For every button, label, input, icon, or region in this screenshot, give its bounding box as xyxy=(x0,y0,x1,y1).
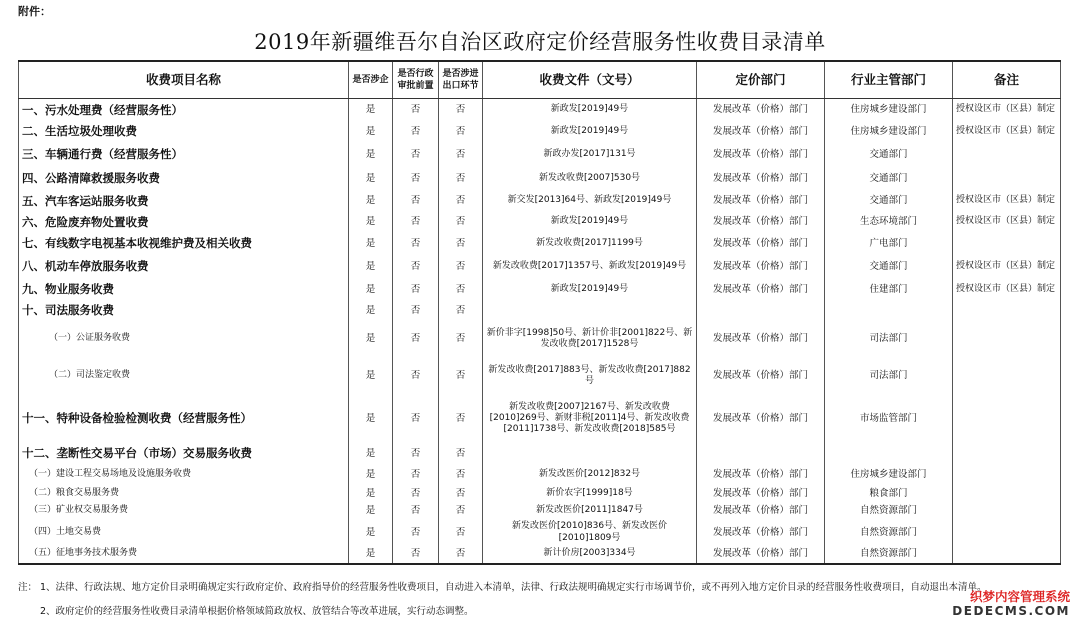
cell-approval: 否 xyxy=(393,358,439,395)
cell-document: 新政发[2019]49号 xyxy=(483,121,697,143)
notes-label: 注： xyxy=(18,582,38,593)
cell-import-export: 否 xyxy=(439,395,483,443)
cell-document: 新政发[2019]49号 xyxy=(483,279,697,301)
cell-document: 新政发[2019]49号 xyxy=(483,212,697,233)
cell-involves: 是 xyxy=(349,465,393,486)
footnote-1 xyxy=(18,576,1068,600)
cell-industry-dept: 住房城乡建设部门 xyxy=(825,465,953,486)
cell-document: 新政发[2019]49号 xyxy=(483,99,697,121)
cell-document: 新政办发[2017]131号 xyxy=(483,143,697,167)
cell-import-export: 否 xyxy=(439,546,483,564)
cell-import-export: 否 xyxy=(439,321,483,358)
cell-remarks xyxy=(953,233,1061,255)
cell-pricing-dept: 发展改革（价格）部门 xyxy=(697,99,825,121)
cell-pricing-dept: 发展改革（价格）部门 xyxy=(697,121,825,143)
cell-document: 新发改收费[2017]1357号、新政发[2019]49号 xyxy=(483,255,697,279)
cell-import-export: 否 xyxy=(439,99,483,121)
cell-pricing-dept: 发展改革（价格）部门 xyxy=(697,143,825,167)
cell-import-export: 否 xyxy=(439,301,483,321)
footnote-2 xyxy=(18,600,1068,624)
cell-pricing-dept: 发展改革（价格）部门 xyxy=(697,358,825,395)
cell-industry-dept: 住建部门 xyxy=(825,279,953,301)
cell-approval: 否 xyxy=(393,443,439,465)
cell-document xyxy=(483,443,697,465)
table-row xyxy=(19,321,1061,358)
cell-remarks xyxy=(953,301,1061,321)
cell-involves: 是 xyxy=(349,255,393,279)
watermark-logo xyxy=(952,588,1070,618)
footnote-1-text: 1、法律、行政法规、地方定价目录明确规定实行政府定价、政府指导价的经营服务性收费项目，自动进入本清单，法律、行政法规明确规定实行市场调节价，或不再列入地方定价目录的经营服务性收费项目，自动退出本清单。 xyxy=(40,582,987,593)
cell-pricing-dept: 发展改革（价格）部门 xyxy=(697,212,825,233)
cell-name: （四）土地交易费 xyxy=(19,520,349,546)
cell-pricing-dept: 发展改革（价格）部门 xyxy=(697,255,825,279)
cell-pricing-dept: 发展改革（价格）部门 xyxy=(697,503,825,520)
cell-pricing-dept: 发展改革（价格）部门 xyxy=(697,395,825,443)
header-approval: 是否行政审批前置 xyxy=(393,61,439,99)
table-row xyxy=(19,546,1061,564)
cell-approval: 否 xyxy=(393,486,439,503)
cell-industry-dept: 自然资源部门 xyxy=(825,503,953,520)
table-body xyxy=(19,99,1061,564)
cell-remarks xyxy=(953,167,1061,191)
table-row xyxy=(19,503,1061,520)
cell-import-export: 否 xyxy=(439,191,483,212)
cell-approval: 否 xyxy=(393,279,439,301)
table-row xyxy=(19,255,1061,279)
cell-pricing-dept: 发展改革（价格）部门 xyxy=(697,465,825,486)
cell-approval: 否 xyxy=(393,395,439,443)
cell-involves: 是 xyxy=(349,443,393,465)
cell-document: 新发改医价[2011]1847号 xyxy=(483,503,697,520)
watermark-line-2: DEDECMS.COM xyxy=(952,604,1070,618)
cell-industry-dept xyxy=(825,443,953,465)
cell-involves: 是 xyxy=(349,191,393,212)
cell-pricing-dept: 发展改革（价格）部门 xyxy=(697,167,825,191)
cell-document: 新交发[2013]64号、新政发[2019]49号 xyxy=(483,191,697,212)
cell-import-export: 否 xyxy=(439,279,483,301)
cell-remarks: 授权设区市（区县）制定 xyxy=(953,255,1061,279)
cell-involves: 是 xyxy=(349,486,393,503)
cell-remarks xyxy=(953,395,1061,443)
footnotes xyxy=(18,576,1068,624)
cell-import-export: 否 xyxy=(439,443,483,465)
cell-document: 新发改收费[2017]883号、新发改收费[2017]882号 xyxy=(483,358,697,395)
cell-name: 十二、垄断性交易平台（市场）交易服务收费 xyxy=(19,443,349,465)
cell-document xyxy=(483,301,697,321)
cell-name: （五）征地事务技术服务费 xyxy=(19,546,349,564)
cell-import-export: 否 xyxy=(439,520,483,546)
cell-involves: 是 xyxy=(349,503,393,520)
cell-industry-dept: 广电部门 xyxy=(825,233,953,255)
cell-remarks xyxy=(953,443,1061,465)
header-industry-dept: 行业主管部门 xyxy=(825,61,953,99)
cell-import-export: 否 xyxy=(439,212,483,233)
table-row xyxy=(19,520,1061,546)
cell-approval: 否 xyxy=(393,99,439,121)
cell-remarks xyxy=(953,520,1061,546)
cell-involves: 是 xyxy=(349,99,393,121)
cell-name: （三）矿业权交易服务费 xyxy=(19,503,349,520)
header-remarks: 备注 xyxy=(953,61,1061,99)
cell-import-export: 否 xyxy=(439,465,483,486)
cell-approval: 否 xyxy=(393,191,439,212)
cell-import-export: 否 xyxy=(439,233,483,255)
cell-import-export: 否 xyxy=(439,503,483,520)
cell-pricing-dept xyxy=(697,301,825,321)
header-involves: 是否涉企 xyxy=(349,61,393,99)
table-row xyxy=(19,301,1061,321)
cell-pricing-dept: 发展改革（价格）部门 xyxy=(697,191,825,212)
cell-document: 新发改医价[2012]832号 xyxy=(483,465,697,486)
cell-industry-dept: 司法部门 xyxy=(825,358,953,395)
cell-remarks xyxy=(953,503,1061,520)
cell-name: 二、生活垃圾处理收费 xyxy=(19,121,349,143)
header-pricing-dept: 定价部门 xyxy=(697,61,825,99)
cell-approval: 否 xyxy=(393,465,439,486)
cell-approval: 否 xyxy=(393,503,439,520)
table-row xyxy=(19,443,1061,465)
cell-import-export: 否 xyxy=(439,143,483,167)
cell-remarks: 授权设区市（区县）制定 xyxy=(953,212,1061,233)
watermark-line-1: 织梦内容管理系统 xyxy=(969,588,1070,604)
table-row xyxy=(19,465,1061,486)
cell-pricing-dept: 发展改革（价格）部门 xyxy=(697,321,825,358)
cell-name: （二）粮食交易服务费 xyxy=(19,486,349,503)
table-row xyxy=(19,121,1061,143)
cell-document: 新发改收费[2007]530号 xyxy=(483,167,697,191)
cell-pricing-dept: 发展改革（价格）部门 xyxy=(697,520,825,546)
cell-document: 新价非字[1998]50号、新计价非[2001]822号、新发改收费[2017]1528号 xyxy=(483,321,697,358)
cell-document: 新发改收费[2017]1199号 xyxy=(483,233,697,255)
cell-remarks xyxy=(953,465,1061,486)
document-title: 2019年新疆维吾尔自治区政府定价经营服务性收费目录清单 xyxy=(254,30,826,54)
cell-involves: 是 xyxy=(349,212,393,233)
cell-name: 三、车辆通行费（经营服务性） xyxy=(19,143,349,167)
cell-approval: 否 xyxy=(393,301,439,321)
cell-import-export: 否 xyxy=(439,121,483,143)
fee-catalog-table xyxy=(18,60,1061,565)
cell-industry-dept: 交通部门 xyxy=(825,143,953,167)
cell-name: （二）司法鉴定收费 xyxy=(19,358,349,395)
table-row xyxy=(19,167,1061,191)
table-row xyxy=(19,233,1061,255)
cell-name: （一）公证服务收费 xyxy=(19,321,349,358)
cell-industry-dept: 司法部门 xyxy=(825,321,953,358)
cell-approval: 否 xyxy=(393,520,439,546)
cell-name: 六、危险废弃物处置收费 xyxy=(19,212,349,233)
cell-industry-dept: 交通部门 xyxy=(825,255,953,279)
cell-remarks xyxy=(953,546,1061,564)
cell-pricing-dept: 发展改革（价格）部门 xyxy=(697,233,825,255)
cell-import-export: 否 xyxy=(439,255,483,279)
cell-industry-dept: 粮食部门 xyxy=(825,486,953,503)
cell-involves: 是 xyxy=(349,520,393,546)
cell-involves: 是 xyxy=(349,279,393,301)
cell-remarks xyxy=(953,143,1061,167)
cell-approval: 否 xyxy=(393,167,439,191)
cell-remarks xyxy=(953,358,1061,395)
table-header-row xyxy=(19,61,1061,99)
cell-pricing-dept: 发展改革（价格）部门 xyxy=(697,546,825,564)
cell-pricing-dept: 发展改革（价格）部门 xyxy=(697,279,825,301)
cell-remarks: 授权设区市（区县）制定 xyxy=(953,121,1061,143)
cell-remarks xyxy=(953,321,1061,358)
cell-involves: 是 xyxy=(349,233,393,255)
cell-pricing-dept xyxy=(697,443,825,465)
cell-name: 八、机动车停放服务收费 xyxy=(19,255,349,279)
header-document: 收费文件（文号） xyxy=(483,61,697,99)
cell-document: 新计价房[2003]334号 xyxy=(483,546,697,564)
cell-involves: 是 xyxy=(349,301,393,321)
cell-approval: 否 xyxy=(393,143,439,167)
cell-name: 五、汽车客运站服务收费 xyxy=(19,191,349,212)
cell-industry-dept: 交通部门 xyxy=(825,191,953,212)
cell-involves: 是 xyxy=(349,167,393,191)
cell-approval: 否 xyxy=(393,212,439,233)
cell-import-export: 否 xyxy=(439,486,483,503)
cell-involves: 是 xyxy=(349,358,393,395)
cell-name: （一）建设工程交易场地及设施服务收费 xyxy=(19,465,349,486)
table-row xyxy=(19,395,1061,443)
cell-involves: 是 xyxy=(349,121,393,143)
cell-industry-dept: 自然资源部门 xyxy=(825,520,953,546)
table-row xyxy=(19,191,1061,212)
cell-import-export: 否 xyxy=(439,167,483,191)
cell-remarks: 授权设区市（区县）制定 xyxy=(953,99,1061,121)
cell-involves: 是 xyxy=(349,395,393,443)
cell-involves: 是 xyxy=(349,143,393,167)
cell-industry-dept: 市场监管部门 xyxy=(825,395,953,443)
cell-approval: 否 xyxy=(393,255,439,279)
cell-document: 新发改收费[2007]2167号、新发改收费[2010]269号、新财非税[2011]4号、新发改收费[2011]1738号、新发改收费[2018]585号 xyxy=(483,395,697,443)
cell-document: 新发改医价[2010]836号、新发改医价[2010]1809号 xyxy=(483,520,697,546)
cell-industry-dept: 自然资源部门 xyxy=(825,546,953,564)
cell-pricing-dept: 发展改革（价格）部门 xyxy=(697,486,825,503)
attachment-label: 附件： xyxy=(18,5,51,18)
cell-involves: 是 xyxy=(349,321,393,358)
table-row xyxy=(19,143,1061,167)
cell-name: 七、有线数字电视基本收视维护费及相关收费 xyxy=(19,233,349,255)
footnote-2-text: 2、政府定价的经营服务性收费目录清单根据价格领域简政放权、放管结合等改革进展，实行动态调整。 xyxy=(40,606,474,617)
cell-remarks xyxy=(953,486,1061,503)
cell-industry-dept: 生态环境部门 xyxy=(825,212,953,233)
header-name: 收费项目名称 xyxy=(19,61,349,99)
cell-name: 一、污水处理费（经营服务性） xyxy=(19,99,349,121)
cell-name: 四、公路清障救援服务收费 xyxy=(19,167,349,191)
cell-industry-dept: 住房城乡建设部门 xyxy=(825,99,953,121)
cell-name: 十、司法服务收费 xyxy=(19,301,349,321)
cell-approval: 否 xyxy=(393,121,439,143)
cell-approval: 否 xyxy=(393,321,439,358)
cell-name: 十一、特种设备检验检测收费（经营服务性） xyxy=(19,395,349,443)
cell-industry-dept: 交通部门 xyxy=(825,167,953,191)
cell-industry-dept xyxy=(825,301,953,321)
cell-remarks: 授权设区市（区县）制定 xyxy=(953,279,1061,301)
cell-industry-dept: 住房城乡建设部门 xyxy=(825,121,953,143)
table-row xyxy=(19,279,1061,301)
cell-approval: 否 xyxy=(393,546,439,564)
table-row xyxy=(19,486,1061,503)
table-row xyxy=(19,99,1061,121)
cell-remarks: 授权设区市（区县）制定 xyxy=(953,191,1061,212)
header-import-export: 是否涉进出口环节 xyxy=(439,61,483,99)
table-row xyxy=(19,212,1061,233)
table-row xyxy=(19,358,1061,395)
cell-document: 新价农字[1999]18号 xyxy=(483,486,697,503)
cell-involves: 是 xyxy=(349,546,393,564)
cell-name: 九、物业服务收费 xyxy=(19,279,349,301)
cell-import-export: 否 xyxy=(439,358,483,395)
cell-approval: 否 xyxy=(393,233,439,255)
